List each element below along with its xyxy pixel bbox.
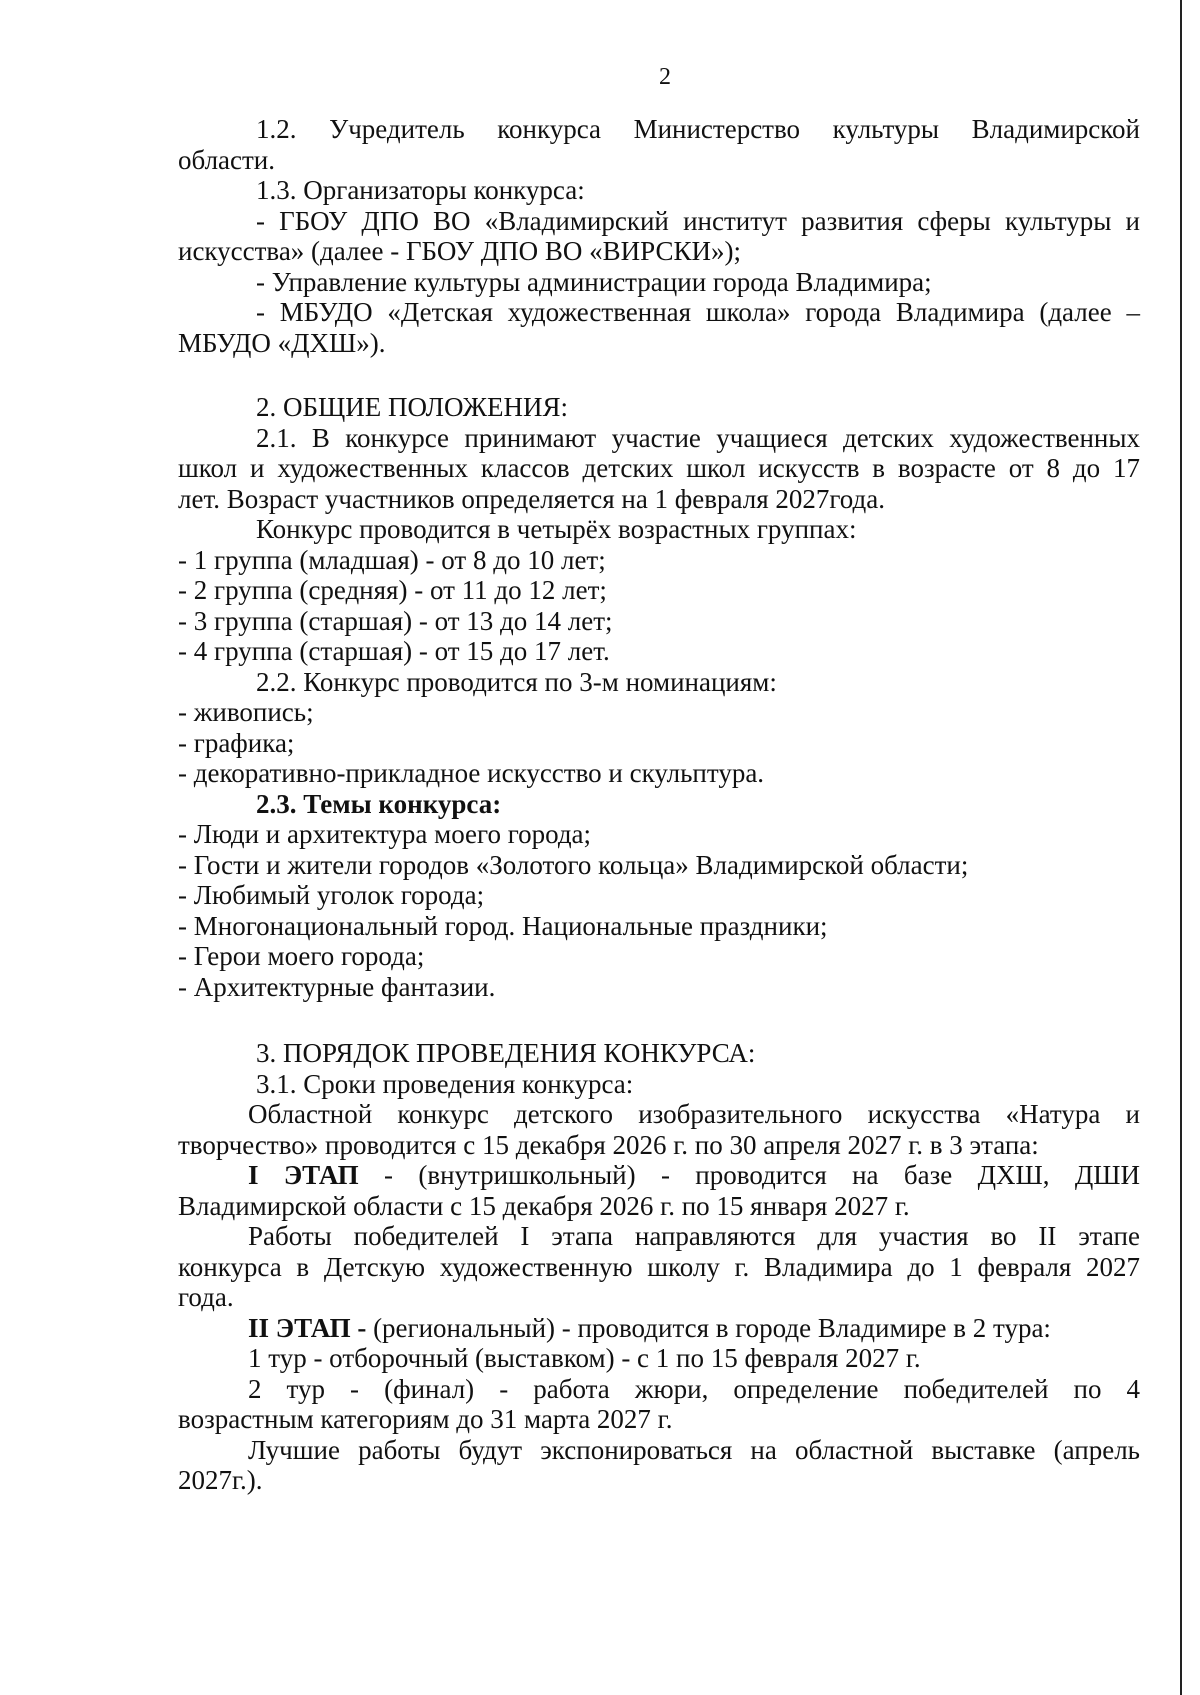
stage-1-text: - (внутришкольный) - проводится на базе ДХШ, ДШИ bbox=[358, 1160, 1141, 1190]
stage-2-line bbox=[178, 1313, 1140, 1344]
paragraph-1-2-line1: 1.2. Учредитель конкурса Министерство культуры Владимирской bbox=[256, 114, 1140, 144]
list-item: - декоративно-прикладное искусство и скульптура. bbox=[178, 758, 765, 788]
tour-2-line2: возрастным категориям до 31 марта 2027 г. bbox=[178, 1404, 673, 1434]
stage-2-label: II ЭТАП - bbox=[248, 1312, 367, 1343]
list-item: - 4 группа (старшая) - от 15 до 17 лет. bbox=[178, 636, 610, 666]
page-edge-line bbox=[1180, 0, 1182, 1695]
stage-1-line2: Владимирской области с 15 декабря 2026 г. по 15 января 2027 г. bbox=[178, 1190, 910, 1221]
tour-2-line1: 2 тур - (финал) - работа жюри, определение победителей по 4 bbox=[248, 1373, 1140, 1404]
winners-line3: года. bbox=[178, 1282, 234, 1312]
contest-intro-line1: Областной конкурс детского изобразительного искусства «Натура и bbox=[248, 1099, 1140, 1129]
groups-intro: Конкурс проводится в четырёх возрастных группах: bbox=[256, 514, 857, 544]
organizer-1-line2: искусства» (далее - ГБОУ ДПО ВО «ВИРСКИ»); bbox=[178, 236, 742, 266]
section-3 bbox=[178, 1038, 1140, 1496]
section-2 bbox=[178, 392, 1140, 1002]
document-body bbox=[178, 114, 1140, 1496]
best-works-line1: Лучшие работы будут экспонироваться на областной выставке (апрель bbox=[248, 1434, 1140, 1465]
paragraph-1-3: 1.3. Организаторы конкурса: bbox=[256, 175, 585, 205]
paragraph-3-1: 3.1. Сроки проведения конкурса: bbox=[256, 1068, 634, 1099]
list-item: - 3 группа (старшая) - от 13 до 14 лет; bbox=[178, 605, 613, 636]
tour-1: 1 тур - отборочный (выставком) - с 1 по 15 февраля 2027 г. bbox=[248, 1343, 921, 1373]
paragraph-2-1-line3: лет. Возраст участников определяется на 1 февраля 2027года. bbox=[178, 483, 885, 514]
organizer-3-line1: - МБУДО «Детская художественная школа» города Владимира (далее – bbox=[256, 297, 1140, 327]
list-item: - 2 группа (средняя) - от 11 до 12 лет; bbox=[178, 575, 607, 605]
organizer-2: - Управление культуры администрации города Владимира; bbox=[256, 266, 932, 297]
stage-2-text: (региональный) - проводится в городе Владимире в 2 тура: bbox=[366, 1312, 1051, 1343]
winners-line1: Работы победителей I этапа направляются для участия во II этапе bbox=[248, 1221, 1140, 1251]
paragraph-2-3-heading: 2.3. Темы конкурса: bbox=[256, 788, 502, 819]
winners-line2: конкурса в Детскую художественную школу г. Владимира до 1 февраля 2027 bbox=[178, 1251, 1140, 1282]
list-item: - Многонациональный город. Национальные праздники; bbox=[178, 910, 828, 941]
list-item: - Любимый уголок города; bbox=[178, 880, 485, 910]
best-works-line2: 2027г.). bbox=[178, 1465, 263, 1495]
organizer-1-line1: - ГБОУ ДПО ВО «Владимирский институт развития сферы культуры и bbox=[256, 205, 1140, 236]
paragraph-2-1-line1: 2.1. В конкурсе принимают участие учащиеся детских художественных bbox=[256, 422, 1140, 453]
list-item: - Люди и архитектура моего города; bbox=[178, 819, 592, 849]
contest-intro-line2: творчество» проводится с 15 декабря 2026 г. по 30 апреля 2027 г. в 3 этапа: bbox=[178, 1129, 1039, 1160]
list-item: - графика; bbox=[178, 727, 295, 758]
list-item: - Гости и жители городов «Золотого кольца» Владимирской области; bbox=[178, 849, 969, 880]
paragraph-2-2: 2.2. Конкурс проводится по 3-м номинациям: bbox=[256, 666, 777, 697]
list-item: - Герои моего города; bbox=[178, 941, 425, 971]
list-item: - Архитектурные фантазии. bbox=[178, 971, 496, 1002]
stage-1-label: I ЭТАП bbox=[248, 1160, 359, 1190]
paragraph-1-2-line2: области. bbox=[178, 144, 276, 175]
page-number: 2 bbox=[659, 64, 671, 90]
stage-1-line1 bbox=[178, 1160, 1140, 1191]
list-item: - 1 группа (младшая) - от 8 до 10 лет; bbox=[178, 544, 606, 575]
section-3-heading: 3. ПОРЯДОК ПРОВЕДЕНИЯ КОНКУРСА: bbox=[256, 1038, 756, 1068]
organizer-3-line2: МБУДО «ДХШ»). bbox=[178, 327, 386, 358]
paragraph-2-1-line2: школ и художественных классов детских школ искусств в возрасте от 8 до 17 bbox=[178, 453, 1140, 483]
section-1 bbox=[178, 114, 1140, 358]
section-2-heading: 2. ОБЩИЕ ПОЛОЖЕНИЯ: bbox=[256, 392, 568, 422]
list-item: - живопись; bbox=[178, 697, 314, 727]
